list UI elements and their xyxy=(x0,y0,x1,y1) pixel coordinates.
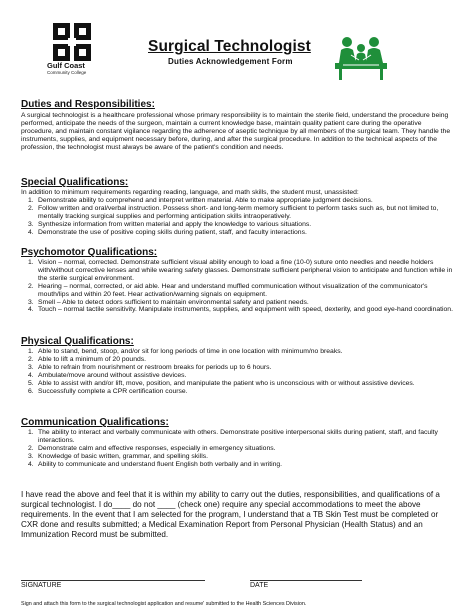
list-item xyxy=(21,356,453,364)
special-list xyxy=(21,197,453,237)
list-item xyxy=(21,429,453,445)
footer-note: Sign and attach this form to the surgical technologist application and resume' submitted to the Health Sciences Division. xyxy=(21,601,307,607)
list-number: 4. xyxy=(28,371,34,379)
list-text: Demonstrate the use of positive coping skills during patient, staff, and faculty interactions. xyxy=(38,228,307,236)
list-text: Ability to communicate and understand fluent English both verbally and in writing. xyxy=(38,460,283,468)
list-item xyxy=(21,299,453,307)
list-text: Demonstrate ability to comprehend and interpret written material. Able to make appropriate judgment decisions. xyxy=(38,196,373,204)
physical-list xyxy=(21,348,453,395)
special-intro: In addition to minimum requirements regarding reading, language, and math skills, the student must, unassisted: xyxy=(21,189,359,196)
logo-name: Gulf Coast xyxy=(47,61,85,70)
list-number: 1. xyxy=(28,196,34,204)
list-text: Vision – normal, corrected. Demonstrate sufficient visual ability enough to load a fine (10-0) suture onto needles and needle holders with/without corrective lenses and while wearing safety glasses. Demonstrate sufficient peripheral vision to anticipate and function while in the sterile surgical environment. xyxy=(38,259,453,282)
list-text: Able to assist with and/or lift, move, position, and manipulate the patient who is unconscious with or without assistive devices. xyxy=(38,379,415,387)
communication-heading: Communication Qualifications: xyxy=(21,417,169,428)
duties-section xyxy=(21,99,453,152)
list-text: Touch – normal tactile sensitivity. Manipulate instruments, supplies, and equipment with speed, dexterity, and good eye-hand coordination. xyxy=(38,306,453,314)
list-item xyxy=(21,445,453,453)
list-number: 2. xyxy=(28,204,34,212)
list-number: 2. xyxy=(28,282,34,290)
list-item xyxy=(21,388,453,396)
logo-subtitle: Community College xyxy=(47,70,87,75)
psychomotor-section xyxy=(21,247,453,314)
list-text: Able to stand, bend, stoop, and/or sit for long periods of time in one location with minimum/no breaks. xyxy=(38,348,343,355)
list-number: 3. xyxy=(28,298,34,306)
list-item xyxy=(21,306,453,314)
list-number: 2. xyxy=(28,355,34,363)
list-item xyxy=(21,380,453,388)
list-text: Successfully complete a CPR certification course. xyxy=(38,387,188,395)
list-item xyxy=(21,221,453,229)
psychomotor-heading: Psychomotor Qualifications: xyxy=(21,247,158,258)
list-number: 4. xyxy=(28,228,34,236)
list-number: 4. xyxy=(28,306,34,314)
college-logo-icon xyxy=(52,22,92,62)
list-text: Follow written and oral/verbal instruction. Possess short- and long-term memory sufficient to perform tasks such as, but not limited to, mentally tracking surgical supplies and performing anticipation skills intraoperatively. xyxy=(38,204,439,220)
signature-label: SIGNATURE xyxy=(21,582,62,589)
surgeons-illustration-icon xyxy=(333,33,389,81)
date-line[interactable] xyxy=(250,580,362,581)
list-item xyxy=(21,197,453,205)
list-number: 1. xyxy=(28,429,34,436)
physical-section xyxy=(21,336,453,395)
list-item xyxy=(21,453,453,461)
list-text: Ambulate/move around without assistive devices. xyxy=(38,371,187,379)
list-item xyxy=(21,364,453,372)
psychomotor-list xyxy=(21,259,453,314)
list-number: 6. xyxy=(28,387,34,395)
list-number: 3. xyxy=(28,220,34,228)
list-item xyxy=(21,283,453,299)
list-number: 5. xyxy=(28,379,34,387)
list-number: 3. xyxy=(28,452,34,460)
physical-heading: Physical Qualifications: xyxy=(21,336,134,347)
communication-section xyxy=(21,417,453,469)
list-text: Able to lift a minimum of 20 pounds. xyxy=(38,355,147,363)
list-item xyxy=(21,229,453,237)
list-text: Knowledge of basic written, grammar, and spelling skills. xyxy=(38,452,209,460)
special-section xyxy=(21,177,453,236)
list-text: Hearing – normal, corrected, or aid able. Hear and understand muffled communication without visualization of the communicator's mouth/lips and within 20 feet. Hear activation/warning signals on equipment. xyxy=(38,282,428,298)
list-text: Demonstrate calm and effective responses, especially in emergency situations. xyxy=(38,444,276,452)
signature-line[interactable] xyxy=(21,580,205,581)
duties-heading: Duties and Responsibilities: xyxy=(21,99,155,110)
list-item xyxy=(21,259,453,283)
date-label: DATE xyxy=(250,582,269,589)
list-text: Synthesize information from written material and apply the knowledge to various situations. xyxy=(38,220,312,228)
list-item xyxy=(21,372,453,380)
page-title: Surgical Technologist xyxy=(148,38,311,55)
list-number: 1. xyxy=(28,348,34,355)
special-heading: Special Qualifications: xyxy=(21,177,129,188)
list-item xyxy=(21,205,453,221)
acknowledgement-text: I have read the above and feel that it is within my ability to carry out the duties, responsibilities, and qualifications of a surgical technologist. I do____ do not ____ (check one) require any special accommodations to meet the above requirements. In the event that I am selected for the program, I understand that a TB Skin Test must be completed or CXR done and results submitted; a Medical Examination Report from Personal Physician (Health Status) and an Immunization Record must be submitted. xyxy=(21,490,440,539)
list-text: The ability to interact and verbally communicate with others. Demonstrate positive interpersonal skills during patient, staff, and faculty interactions. xyxy=(38,429,438,444)
list-number: 2. xyxy=(28,444,34,452)
list-number: 3. xyxy=(28,363,34,371)
list-number: 4. xyxy=(28,460,34,468)
list-text: Able to refrain from nourishment or restroom breaks for periods up to 6 hours. xyxy=(38,363,272,371)
list-text: Smell – Able to detect odors sufficient to maintain environmental safety and patient needs. xyxy=(38,298,309,306)
communication-list xyxy=(21,429,453,469)
page-subtitle: Duties Acknowledgement Form xyxy=(168,57,293,66)
list-item xyxy=(21,348,453,356)
list-item xyxy=(21,461,453,469)
list-number: 1. xyxy=(28,259,34,266)
duties-text: A surgical technologist is a healthcare professional whose primary responsibility is to maintain the sterile field, understand the procedure being performed, anticipate the needs of the surgeon, maintain a current knowledge base, maintain quality patient care during the operative procedure, and maintain constant vigilance regarding the adherence of aseptic technique by all members of the surgical team. They handle the instruments, supplies, and equipment necessary before, during, and after the surgical procedure. In addition to the technical aspects of the profession, the technologist must always be aware of the patient's condition and needs. xyxy=(21,112,451,151)
